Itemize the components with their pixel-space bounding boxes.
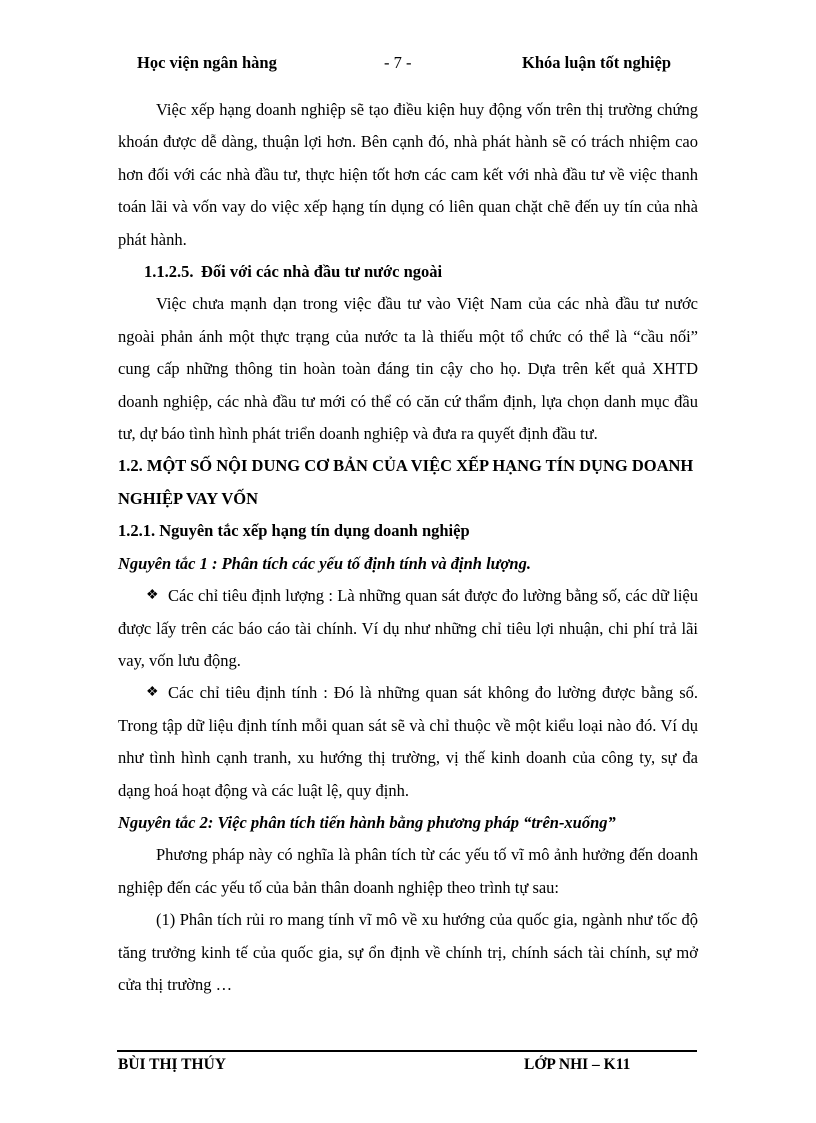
section-heading-1-2-1: 1.2.1. Nguyên tắc xếp hạng tín dụng doanh nghiệp <box>118 521 470 541</box>
bullet-qualitative <box>118 677 698 807</box>
section-number: 1.1.2.5. <box>144 262 194 282</box>
principle-1-heading: Nguyên tắc 1 : Phân tích các yếu tố định tính và định lượng. <box>118 553 531 573</box>
header-document-type: Khóa luận tốt nghiệp <box>522 53 671 72</box>
paragraph-1: Việc xếp hạng doanh nghiệp sẽ tạo điều kiện huy động vốn trên thị trường chứng khoán được dễ dàng, thuận lợi hơn. Bên cạnh đó, nhà phát hành sẽ có trách nhiệm cao hơn đối với các nhà đầu tư, thực hiện tốt hơn các cam kết với nhà đầu tư về việc thanh toán lãi và vốn vay do việc xếp hạng tín dụng có liên quan chặt chẽ đến uy tín của nhà phát hành. <box>118 100 698 249</box>
header-institution: Học viện ngân hàng <box>137 53 277 72</box>
diamond-bullet-icon: ❖ <box>146 685 159 701</box>
bullet-quantitative <box>118 580 698 677</box>
bullet-text: Các chỉ tiêu định lượng : Là những quan sát được đo lường bằng số, các dữ liệu được lấy trên các báo cáo tài chính. Ví dụ như những chỉ tiêu lợi nhuận, chi phí trả lãi vay, vốn lưu động. <box>118 586 698 670</box>
paragraph-4: (1) Phân tích rủi ro mang tính vĩ mô về xu hướng của quốc gia, ngành như tốc độ tăng trưởng kinh tế của quốc gia, sự ổn định về chính trị, chính sách tài chính, sự mở cửa thị trường … <box>118 910 698 994</box>
bullet-text: Các chỉ tiêu định tính : Đó là những quan sát không đo lường được bằng số. Trong tập dữ liệu định tính mỗi quan sát sẽ và chỉ thuộc về một kiểu loại nào đó. Ví dụ như tình hình cạnh tranh, xu hướng thị trường, vị thế kinh doanh của công ty, sự đa dạng hoá hoạt động và các luật lệ, quy định. <box>118 683 698 800</box>
diamond-bullet-icon: ❖ <box>146 588 159 604</box>
footer-class: LỚP NHI – K11 <box>524 1056 631 1073</box>
document-body <box>118 94 698 1001</box>
page-number: - 7 - <box>384 53 412 72</box>
principle-2-heading: Nguyên tắc 2: Việc phân tích tiến hành bằng phương pháp “trên-xuống” <box>118 812 616 832</box>
footer-author: BÙI THỊ THÚY <box>118 1056 226 1073</box>
paragraph-2: Việc chưa mạnh dạn trong việc đầu tư vào Việt Nam của các nhà đầu tư nước ngoài phản ánh một thực trạng của nước ta là thiếu một tổ chức có thể là “cầu nối” cung cấp những thông tin hoàn toàn đáng tin cậy cho họ. Dựa trên kết quả XHTD doanh nghiệp, các nhà đầu tư mới có thể có căn cứ thẩm định, lựa chọn danh mục đầu tư, dự báo tình hình phát triển doanh nghiệp và đưa ra quyết định đầu tư. <box>118 294 698 444</box>
paragraph-3: Phương pháp này có nghĩa là phân tích từ các yếu tố vĩ mô ảnh hưởng đến doanh nghiệp đến các yếu tố của bản thân doanh nghiệp theo trình tự sau: <box>118 845 698 897</box>
section-heading-1-2: 1.2. MỘT SỐ NỘI DUNG CƠ BẢN CỦA VIỆC XẾP HẠNG TÍN DỤNG DOANH NGHIỆP VAY VỐN <box>118 456 694 508</box>
section-heading-1-1-2-5 <box>118 256 698 288</box>
section-title: Đối với các nhà đầu tư nước ngoài <box>201 262 443 282</box>
footer-divider <box>117 1050 697 1052</box>
